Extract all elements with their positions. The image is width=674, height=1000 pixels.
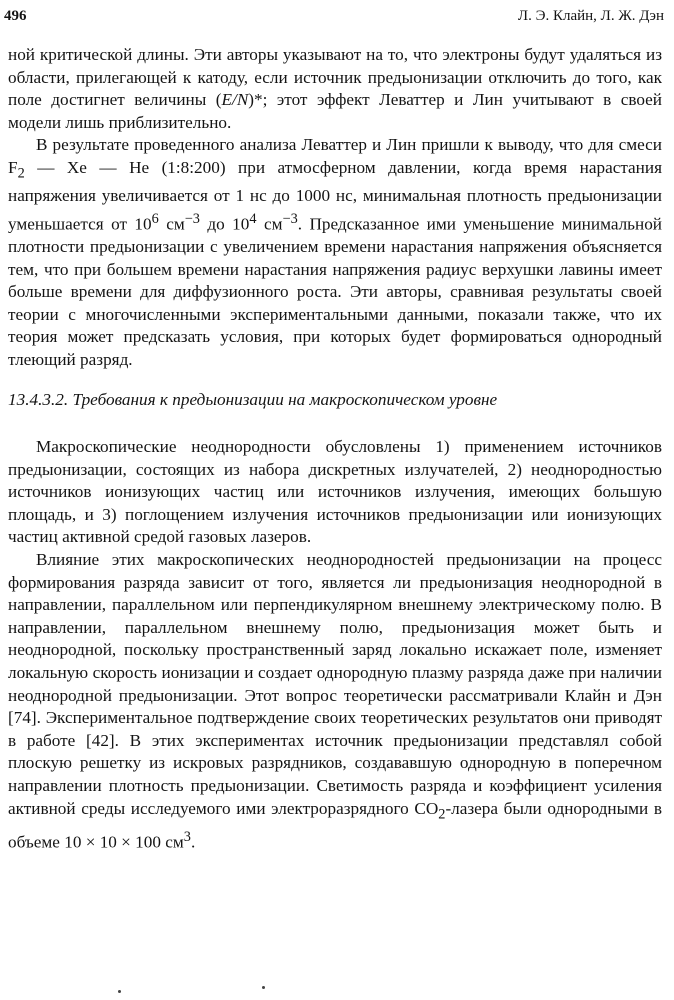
running-head: Л. Э. Клайн, Л. Ж. Дэн xyxy=(517,8,664,24)
section-title: Требования к предыонизации на макроскопическом уровне xyxy=(72,390,498,410)
scan-specks xyxy=(0,984,674,1000)
scan-speck xyxy=(118,990,121,993)
section-number: 13.4.3.2. xyxy=(8,390,69,410)
paragraph-3: Макроскопические неоднородности обусловлены 1) применением источников предыонизации, состоящих из набора дискретных излучателей, 2) неоднородностью источников ионизующих частиц или источников излучения, имеющих большую площадь, и 3) поглощением излучения источников предыонизации или ионизующих частиц активной средой газовых лазеров. xyxy=(8,437,662,547)
italic-variable: E/N xyxy=(221,90,249,110)
paragraph-4: Влияние этих макроскопических неоднородностей предыонизации на процесс формирования разряда зависит от того, является ли предыонизация неоднородной в направлении, параллельном или перпендикулярном внешнему электрическому полю. В направлении, параллельном внешнему полю, предыонизация может быть и неоднородной, поскольку пространственный заряд локально искажает поле, изменяет локальную скорость ионизации и создает однородную плазму разряда даже при наличии неоднородной предыонизации. Этот вопрос теоретически рассматривали Клайн и Дэн [74]. Экспериментальное подтверждение своих теоретических результатов они приводят в работе [42]. В этих экспериментах источник предыонизации представлял собой плоскую решетку из искровых разрядников, создававшую однородную в поперечном направлении плотность предыонизации. Светимость разряда и коэффициент усиления активной среды исследуемого ими электроразрядного $CO_2$-лазера были однородными в объеме 10 × 10 × 100 $см^3$. xyxy=(8,550,662,852)
page-number: 496 xyxy=(4,8,27,24)
scan-speck xyxy=(262,986,265,989)
paragraph-2: В результате проведенного анализа Леваттер и Лин пришли к выводу, что для смеси $F_2$ — Xe — He (1:8:200) при атмосферном давлении, когда время нарастания напряжения увеличивается от 1 нс до 1000 нс, минимальная плотность предыонизации уменьшается от $10^6$ $см^{-3}$ до $10^4$ $см^{-3}$. Предсказанное ими уменьшение минимальной плотности предыонизации с увеличением времени нарастания напряжения объясняется тем, что при большем времени нарастания напряжения радиус верхушки лавины имеет больше времени для диффузионного роста. Эти авторы, сравнивая результаты своей теории с многочисленными экспериментальными данными, показали также, что их теория может предсказать условия, при которых будет формироваться однородный тлеющий разряд. xyxy=(8,135,663,369)
page-header xyxy=(4,8,664,28)
paragraph-1: ной критической длины. Эти авторы указывают на то, что электроны будут удаляться из области, прилегающей к катоду, если источник предыонизации отключить до того, как поле достигнет величины (E/N)*; этот эффект Леваттер и Лин учитывают в своей модели лишь приблизительно. xyxy=(8,45,662,132)
page-body xyxy=(8,44,662,854)
section-heading xyxy=(8,389,662,412)
